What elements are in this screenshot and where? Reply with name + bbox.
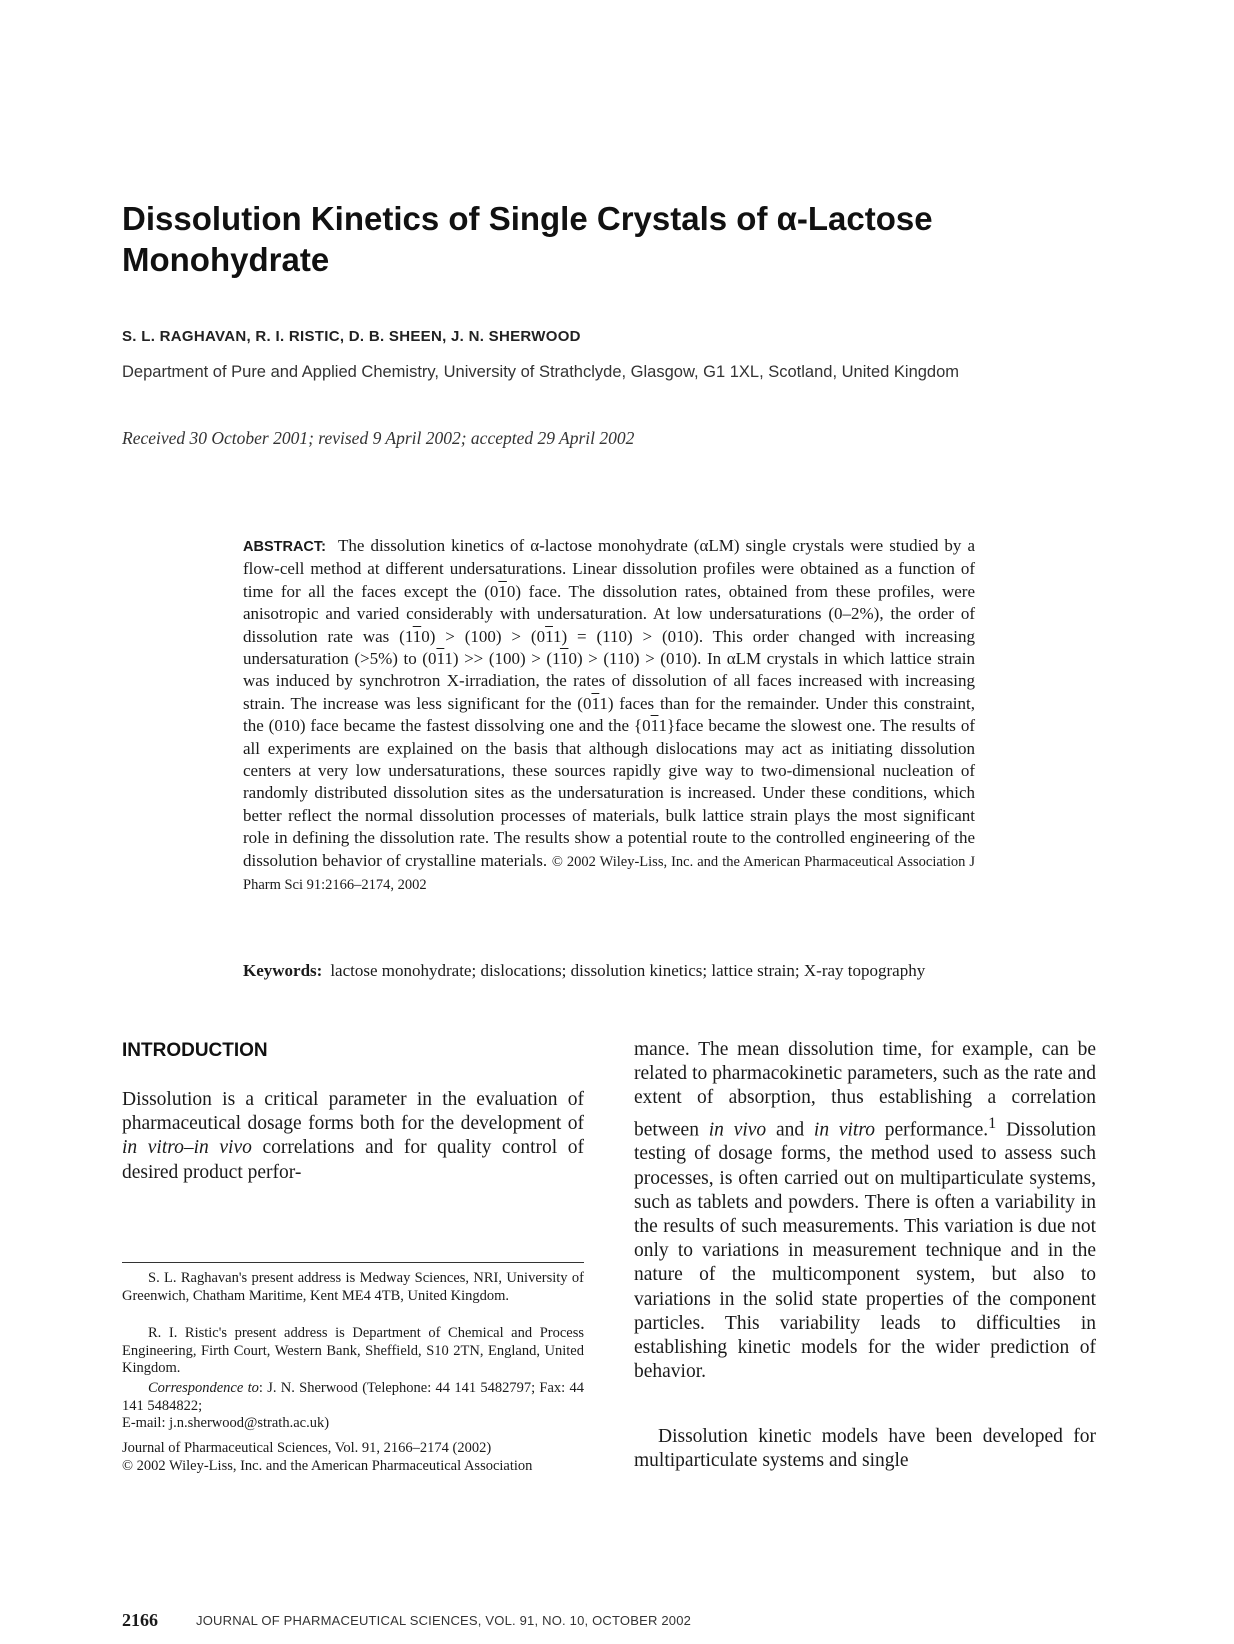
intro-italic: in vitro–in vivo [122,1137,252,1159]
footnote-text: S. L. Raghavan's present address is Medway Sciences, NRI, University of Greenwich, Chatham Maritime, Kent ME4 4TB, United Kingdom. [122,1270,584,1304]
body-text: performance. [874,1119,989,1141]
intro-text: correlations and for quality control of desired product perfor- [122,1137,584,1183]
keywords-label: Keywords: [243,961,323,980]
footnote [122,1325,584,1378]
abstract-text: 0) > (100) > (0 [421,626,546,646]
footnote [122,1270,584,1305]
overbar-index: 1 [545,626,553,646]
footnote-italic: Correspondence to [148,1380,259,1396]
overbar-index: 1 [436,649,445,669]
received-dates: Received 30 October 2001; revised 9 April 2002; accepted 29 April 2002 [122,428,635,448]
reference-marker: 1 [988,1113,997,1132]
body-italic: in vivo [708,1119,767,1141]
abstract-text: 1) >> (100) > (1 [444,649,560,669]
page-number: 2166 [122,1610,158,1630]
intro-text: Dissolution is a critical parameter in the evaluation of pharmaceutical dosage forms both for the development of [122,1089,584,1135]
abstract-text: 1) = (110) > (010). This order changed with increasing undersaturation (>5%) to (0 [243,626,975,669]
body-italic: in vitro [813,1119,875,1141]
footnote-copyright: © 2002 Wiley-Liss, Inc. and the American Pharmaceutical Association [122,1458,533,1474]
keywords [243,960,975,982]
body-text: and [766,1119,814,1141]
intro-paragraph [122,1088,584,1185]
footnote-text: : J. N. Sherwood (Telephone: 44 141 5482797; Fax: 44 141 5484822; [122,1380,584,1414]
overbar-index: 1 [559,649,569,669]
abstract-label: ABSTRACT: [243,539,326,555]
abstract [243,535,975,897]
correspondence-email: E-mail: j.n.sherwood@strath.ac.uk) [122,1415,330,1432]
running-footer: JOURNAL OF PHARMACEUTICAL SCIENCES, VOL. 91, NO. 10, OCTOBER 2002 [196,1613,692,1628]
article-title: Dissolution Kinetics of Single Crystals of α-Lactose Monohydrate [122,200,933,278]
footnote-correspondence [122,1380,584,1433]
abstract-text: 1}face became the slowest one. The results of all experiments are explained on the basis that although dislocations may act as initiating dissolution centers at very low undersaturations, these sources rapidly give way to two-dimensional nucleation of randomly distributed dissolution sites as the undersaturation is increased. Under these conditions, which better reflect the normal dissolution processes of materials, bulk lattice strain plays the most significant role in defining the dissolution rate. The results show a potential route to the controlled engineering of the dissolution behavior of crystalline materials. [243,716,975,870]
overbar-index: 1 [412,626,422,646]
overbar-index: 1 [498,581,507,601]
body-text: Dissolution testing of dosage forms, the method used to assess such processes, is often carried out on multiparticulate systems, such as tablets and powders. There is often a variability in the results of such measurements. This variation is due not only to variations in measurement technique and in the nature of the multicomponent system, but also to variations in the solid state properties of the component particles. This variability leads to difficulties in establishing kinetic models for the wider prediction of behavior. [634,1119,1096,1383]
abstract-text: The dissolution kinetics of α-lactose monohydrate (αLM) single crystals were studied by a flow-cell method at different undersaturations. Linear dissolution profiles were obtained as a function of time for all the faces except the (0 [243,536,975,601]
body-text: mance. The mean dissolution time, for example, can be related to pharmacokinetic parameters, such as the rate and extent of absorption, thus establishing a correlation between [634,1039,1096,1141]
abstract-text: 0) face. The dissolution rates, obtained from these profiles, were anisotropic and varied considerably with undersaturation. At low undersaturations (0–2%), the order of dissolution rate was (1 [243,581,975,646]
journal-citation: Journal of Pharmaceutical Sciences, Vol. 91, 2166–2174 (2002) [122,1440,492,1456]
author-list: S. L. RAGHAVAN, R. I. RISTIC, D. B. SHEEN, J. N. SHERWOOD [122,328,581,345]
overbar-index: 1 [591,693,600,713]
overbar-index: 1 [650,716,659,736]
abstract-copyright: © 2002 Wiley-Liss, Inc. and the American Pharmaceutical Association J Pharm Sci 91:2166–2174, 2002 [243,853,976,894]
section-heading-introduction: INTRODUCTION [122,1040,268,1061]
abstract-text: 1) faces than for the remainder. Under this constraint, the (010) face became the fastest dissolving one and the {0 [243,693,975,736]
body-paragraph: Dissolution kinetic models have been developed for multiparticulate systems and single [634,1426,1096,1472]
footnote-divider [122,1262,584,1263]
footnote-text: R. I. Ristic's present address is Department of Chemical and Process Engineering, Firth Court, Western Bank, Sheffield, S10 2TN, England, United Kingdom. [122,1325,584,1377]
body-paragraph [634,1038,1096,1384]
affiliation: Department of Pure and Applied Chemistry, University of Strathclyde, Glasgow, G1 1XL, Scotland, United Kingdom [122,363,960,381]
abstract-text: 0) > (110) > (010). In αLM crystals in which lattice strain was induced by synchrotron X-irradiation, the rates of dissolution of all faces increased with increasing strain. The increase was less significant for the (0 [243,649,975,713]
keywords-text: lactose monohydrate; dislocations; dissolution kinetics; lattice strain; X-ray topography [330,961,926,980]
